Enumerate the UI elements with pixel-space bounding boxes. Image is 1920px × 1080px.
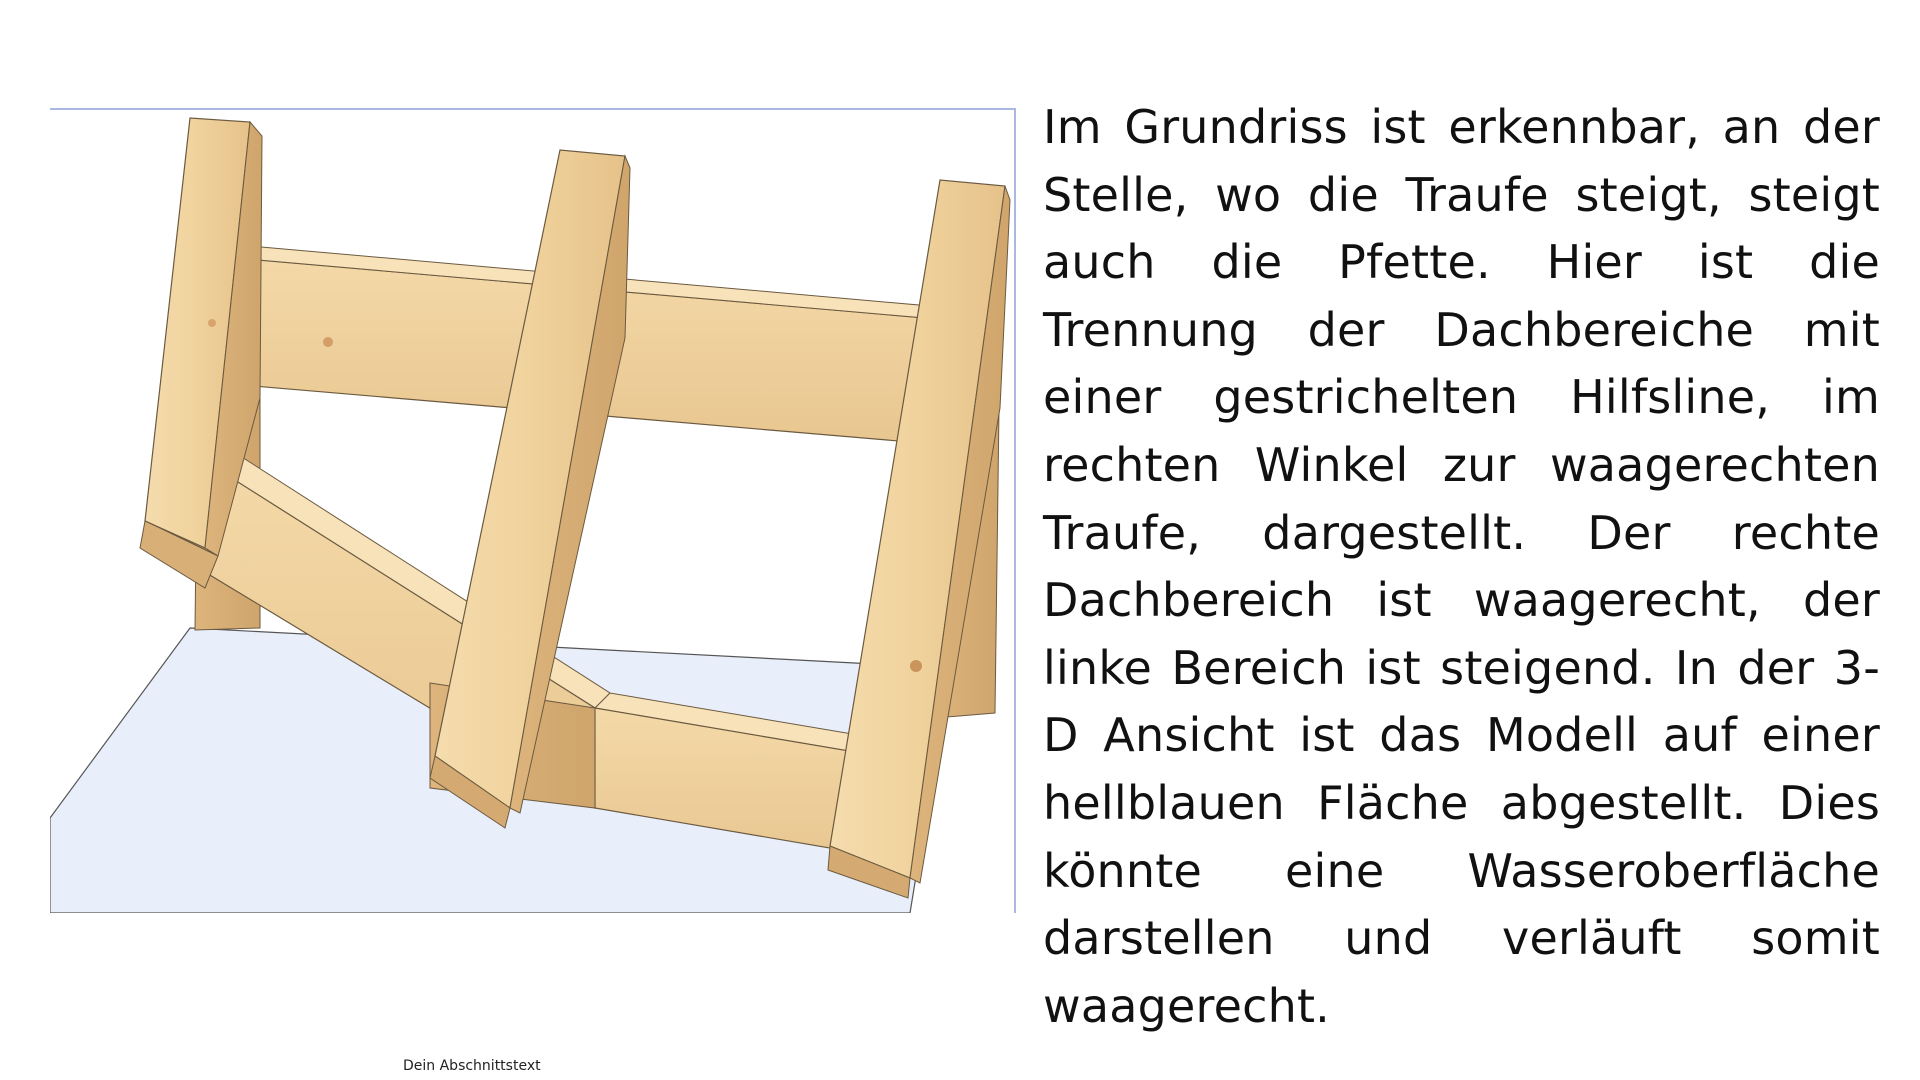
roof-timber-model-illustration xyxy=(50,108,1016,913)
body-paragraph: Im Grundriss ist erkennbar, an der Stelle, wo die Traufe steigt, steigt auch die Pfette. Hier ist die Trennung der Dachbereiche mit einer gestrichelten Hilfsline, im rechten Winkel zur waagerechten Traufe, dargestellt. Der rechte Dachbereich ist waagerecht, der linke Bereich ist steigend. In der 3-D Ansicht ist das Modell auf einer hellblauen Fläche abgestellt. Dies könnte eine Wasseroberfläche darstellen und verläuft somit waagerecht. xyxy=(1043,100,1880,1033)
section-caption: Dein Abschnittstext xyxy=(403,1058,541,1074)
